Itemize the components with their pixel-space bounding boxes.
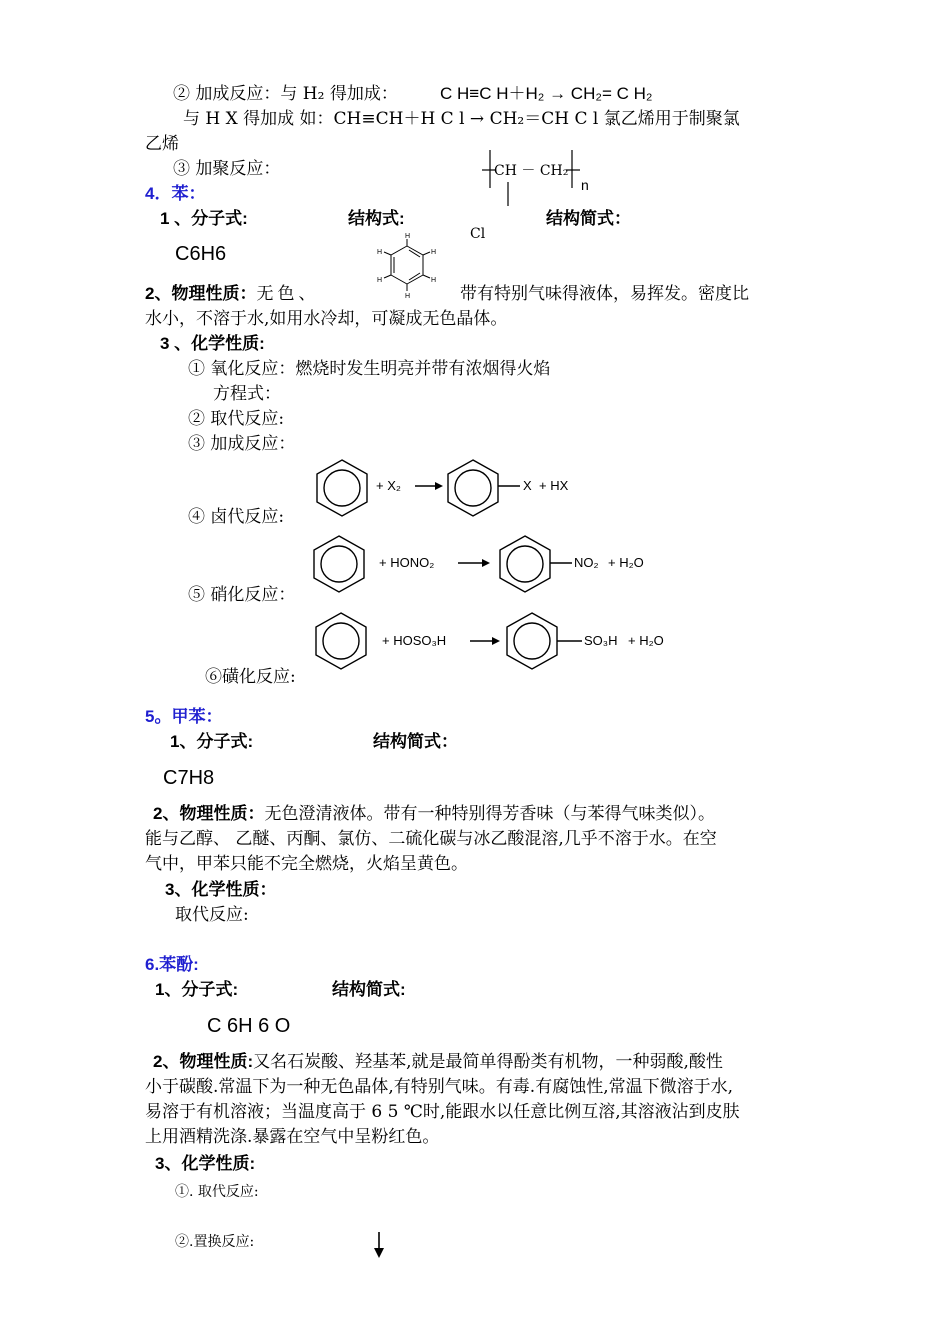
nitro-reagent: + HONO₂ — [379, 555, 435, 570]
benzene-physical-text-3: 水小，不溶于水,如用水冷却，可凝成无色晶体。 — [145, 309, 508, 329]
benzene-oxidation: ① 氧化反应：燃烧时发生明亮并带有浓烟得火焰 — [188, 359, 551, 379]
benzene-structural-formula — [370, 232, 450, 304]
halogenation-reaction — [310, 458, 630, 518]
toluene-substitution: 取代反应: — [175, 905, 249, 925]
benzene-formula-label: 1 、分子式: — [160, 209, 248, 228]
toluene-physical-text-3: 气中，甲苯只能不完全燃烧，火焰呈黄色。 — [145, 854, 468, 874]
benzene-chemical-label: 3 、化学性质: — [160, 334, 265, 353]
phenol-physical-text-1: 又名石炭酸、羟基苯,就是最简单得酚类有机物，一种弱酸,酸性 — [253, 1052, 723, 1072]
ring-atom-h-bottom: H — [405, 293, 411, 300]
polymer-cl-text: Cl — [470, 226, 486, 242]
ring-atom-h-left-top: H — [377, 249, 383, 256]
down-arrow-icon — [372, 1230, 388, 1260]
toluene-physical-text-1: 无色澄清液体。带有一种特别得芳香味（与苯得气味类似）。 — [264, 804, 715, 824]
polymer-unit-text: CH － CH₂ — [494, 163, 569, 179]
alkyne-h2-equation: C H≡C H＋H₂ → CH₂= C H₂ — [440, 84, 653, 103]
phenol-physical-label: 2、物理性质: — [153, 1052, 254, 1071]
benzene-physical-text-2: 带有特别气味得液体，易挥发。密度比 — [460, 284, 749, 304]
phenol-physical-text-4: 上用酒精洗涤.暴露在空气中呈粉红色。 — [145, 1127, 440, 1147]
phenol-molecular-formula: C 6H 6 O — [207, 1015, 291, 1037]
benzene-molecular-formula: C6H6 — [175, 243, 227, 265]
halo-group: X — [523, 478, 532, 493]
sulfo-group: SO₃H — [584, 633, 618, 648]
toluene-physical-text-2: 能与乙醇、 乙醚、丙酮、氯仿、二硫化碳与冰乙酸混溶,几乎不溶于水。在空 — [145, 829, 717, 849]
polymer-n-text: n — [581, 177, 589, 193]
phenol-formula-label: 1、分子式: — [155, 980, 239, 999]
alkyne-addition-label: ② 加成反应：与 H₂ 得加成： — [173, 84, 398, 104]
sulfonation-reaction — [310, 611, 680, 671]
benzene-substitution: ② 取代反应: — [188, 409, 285, 429]
toluene-physical-line-1 — [153, 803, 715, 825]
benzene-addition: ③ 加成反应： — [188, 434, 296, 454]
ring-atom-h-right-bottom: H — [431, 277, 437, 284]
nitro-byproduct: + H₂O — [608, 555, 644, 570]
toluene-formula-label: 1、分子式: — [170, 732, 254, 751]
benzene-structure-label: 结构式: — [348, 209, 405, 228]
nitration-reaction — [310, 534, 650, 594]
benzene-simple-structure-label: 结构简式： — [546, 209, 631, 228]
benzene-sulfonation: ⑥磺化反应: — [205, 667, 296, 687]
phenol-physical-text-3: 易溶于有机溶液；当温度高于 6 5 ℃时,能跟水以任意比例互溶,其溶液沾到皮肤 — [145, 1102, 740, 1122]
benzene-halogenation: ④ 卤代反应: — [188, 507, 285, 527]
phenol-chemical-label: 3、化学性质: — [155, 1154, 256, 1173]
phenol-physical-line-1 — [153, 1051, 723, 1073]
benzene-physical-line-1 — [145, 283, 319, 305]
polyvinyl-chloride-structure — [470, 148, 600, 248]
sulfo-byproduct: + H₂O — [628, 633, 664, 648]
toluene-simple-structure-label: 结构简式： — [373, 732, 458, 751]
toluene-physical-label: 2、物理性质： — [153, 804, 265, 823]
alkyne-hx-line: 与 H X 得加成 如：CH≡CH＋H C l → CH₂＝CH C l 氯乙烯用于制聚氯 — [183, 109, 740, 129]
sulfo-reagent: + HOSO₃H — [382, 633, 447, 648]
halo-byproduct: + HX — [539, 478, 569, 493]
phenol-substitution: ①. 取代反应: — [175, 1184, 259, 1200]
alkyne-hx-line-cont: 乙烯 — [145, 134, 179, 154]
phenol-physical-text-2: 小于碳酸.常温下为一种无色晶体,有特别气味。有毒.有腐蚀性,常温下微溶于水, — [145, 1077, 734, 1097]
ring-atom-h-right-top: H — [431, 249, 437, 256]
nitro-group: NO₂ — [574, 555, 599, 570]
toluene-heading: 5。甲苯： — [145, 707, 223, 726]
ring-atom-h-left-bottom: H — [377, 277, 383, 284]
benzene-physical-label: 2、物理性质： — [145, 284, 257, 303]
phenol-displacement: ②.置换反应: — [175, 1234, 255, 1250]
alkyne-polymer-label: ③ 加聚反应： — [173, 159, 281, 179]
benzene-equation-label: 方程式： — [213, 384, 281, 404]
toluene-molecular-formula: C7H8 — [163, 767, 215, 789]
toluene-chemical-label: 3、化学性质： — [165, 880, 277, 899]
benzene-physical-text-1: 无色、 — [256, 284, 320, 304]
benzene-heading: 4．苯： — [145, 184, 206, 203]
benzene-nitration: ⑤ 硝化反应： — [188, 585, 296, 605]
phenol-simple-structure-label: 结构简式: — [332, 980, 406, 999]
halo-reagent: + X₂ — [376, 478, 401, 493]
ring-atom-h-top: H — [405, 233, 411, 240]
phenol-heading: 6.苯酚: — [145, 955, 199, 974]
